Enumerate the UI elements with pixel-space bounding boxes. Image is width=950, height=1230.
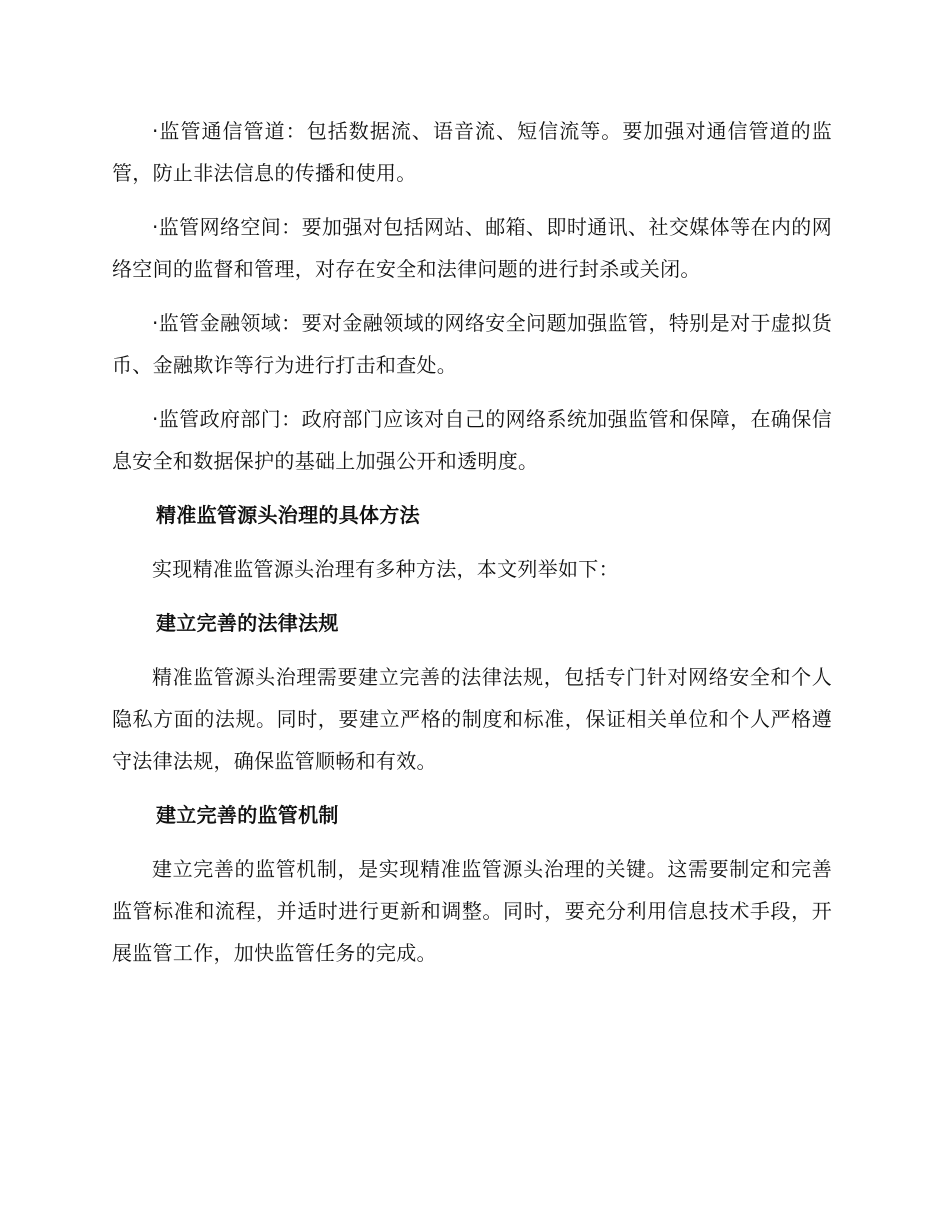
law-paragraph: 精准监管源头治理需要建立完善的法律法规，包括专门针对网络安全和个人隐私方面的法规。同时，要建立严格的制度和标准，保证相关单位和个人严格遵守法律法规，确保监管顺畅和有效。: [112, 665, 832, 773]
mechanism-paragraph: 建立完善的监管机制，是实现精准监管源头治理的关键。这需要制定和完善监管标准和流程，并适时进行更新和调整。同时，要充分利用信息技术手段，开展监管工作，加快监管任务的完成。: [112, 857, 832, 965]
section-heading-law: 建立完善的法律法规: [156, 611, 339, 635]
bullet-communication-channels: ·监管通信管道：包括数据流、语音流、短信流等。要加强对通信管道的监管，防止非法信息的传播和使用。: [112, 119, 832, 185]
bullet-cyberspace: ·监管网络空间：要加强对包括网站、邮箱、即时通讯、社交媒体等在内的网络空间的监督和管理，对存在安全和法律问题的进行封杀或关闭。: [112, 215, 832, 281]
document-page: [112, 110, 832, 986]
bullet-government-departments: ·监管政府部门：政府部门应该对自己的网络系统加强监管和保障，在确保信息安全和数据保护的基础上加强公开和透明度。: [112, 407, 832, 473]
section-heading-methods: 精准监管源头治理的具体方法: [156, 503, 420, 527]
bullet-financial-sector: ·监管金融领域：要对金融领域的网络安全问题加强监管，特别是对于虚拟货币、金融欺诈等行为进行打击和查处。: [112, 311, 832, 377]
section-heading-mechanism: 建立完善的监管机制: [156, 803, 339, 827]
methods-intro-paragraph: 实现精准监管源头治理有多种方法，本文列举如下：: [152, 557, 619, 581]
